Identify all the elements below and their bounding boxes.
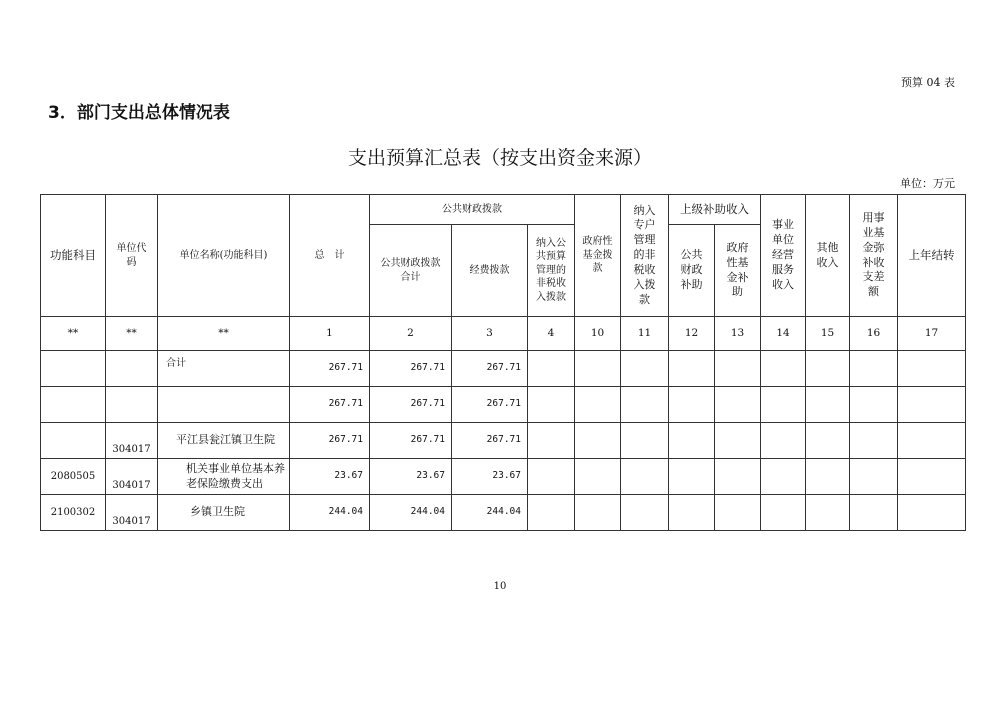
operating-cell: 267.71 <box>452 387 528 423</box>
col-gov-fund: 政府性基金拨款 <box>575 195 621 317</box>
empty-cell <box>898 495 966 531</box>
unit-label: 单位：万元 <box>900 177 955 190</box>
form-code: 预算 04 表 <box>901 76 955 89</box>
budget-summary-table <box>40 194 966 531</box>
empty-cell <box>575 423 621 459</box>
col-other-income: 其他收入 <box>806 195 850 317</box>
operating-cell: 244.04 <box>452 495 528 531</box>
col-unit-name: 单位名称(功能科目) <box>158 195 290 317</box>
section-heading: 3．部门支出总体情况表 <box>48 103 230 123</box>
col-special-nontax: 纳入专户管理的非税收入拨款 <box>621 195 669 317</box>
empty-cell <box>669 387 715 423</box>
index-cell: 12 <box>669 317 715 351</box>
empty-cell <box>575 387 621 423</box>
empty-cell <box>806 423 850 459</box>
index-cell: ** <box>41 317 106 351</box>
empty-cell <box>669 495 715 531</box>
empty-cell <box>715 351 761 387</box>
index-cell: 11 <box>621 317 669 351</box>
index-cell: 15 <box>806 317 850 351</box>
col-business-income: 事业单位经营服务收入 <box>761 195 806 317</box>
empty-cell <box>715 495 761 531</box>
empty-cell <box>761 495 806 531</box>
empty-cell <box>806 459 850 495</box>
empty-cell <box>850 495 898 531</box>
empty-cell <box>898 351 966 387</box>
func-code-cell: 2100302 <box>41 495 106 531</box>
empty-cell <box>575 495 621 531</box>
col-carryover: 上年结转 <box>898 195 966 317</box>
index-cell: 1 <box>290 317 370 351</box>
index-cell: 10 <box>575 317 621 351</box>
empty-cell <box>898 387 966 423</box>
header-row-top <box>41 195 966 225</box>
empty-cell <box>621 423 669 459</box>
table-row <box>41 351 966 387</box>
unit-code-cell: 304017 <box>106 423 158 459</box>
empty-cell <box>850 351 898 387</box>
unit-name-cell <box>158 387 290 423</box>
empty-cell <box>575 351 621 387</box>
empty-cell <box>898 423 966 459</box>
empty-cell <box>669 459 715 495</box>
index-cell: 16 <box>850 317 898 351</box>
empty-cell <box>621 459 669 495</box>
public-total-cell: 267.71 <box>370 423 452 459</box>
col-operating-funds: 经费拨款 <box>452 225 528 317</box>
col-total: 总 计 <box>290 195 370 317</box>
table-row <box>41 423 966 459</box>
empty-cell <box>761 459 806 495</box>
index-cell: ** <box>158 317 290 351</box>
unit-name-cell: 乡镇卫生院 <box>158 495 290 531</box>
empty-cell <box>575 459 621 495</box>
empty-cell <box>715 423 761 459</box>
index-cell: 3 <box>452 317 528 351</box>
operating-cell: 23.67 <box>452 459 528 495</box>
empty-cell <box>806 387 850 423</box>
unit-code-cell: 304017 <box>106 459 158 495</box>
unit-name-cell: 机关事业单位基本养老保险缴费支出 <box>158 459 290 495</box>
index-cell: ** <box>106 317 158 351</box>
col-func-subject: 功能科目 <box>41 195 106 317</box>
public-total-cell: 244.04 <box>370 495 452 531</box>
col-gov-fund-subsidy: 政府性基金补助 <box>715 225 761 317</box>
col-nontax-budget: 纳入公共预算管理的非税收入拨款 <box>528 225 575 317</box>
table-row <box>41 459 966 495</box>
unit-name-cell: 平江县瓮江镇卫生院 <box>158 423 290 459</box>
col-group-superior-subsidy: 上级补助收入 <box>669 195 761 225</box>
index-cell: 13 <box>715 317 761 351</box>
total-cell: 267.71 <box>290 387 370 423</box>
empty-cell <box>850 387 898 423</box>
empty-cell <box>669 423 715 459</box>
empty-cell <box>806 495 850 531</box>
operating-cell: 267.71 <box>452 423 528 459</box>
empty-cell <box>528 351 575 387</box>
empty-cell <box>898 459 966 495</box>
empty-cell <box>621 387 669 423</box>
col-public-fiscal-subsidy: 公共财政补助 <box>669 225 715 317</box>
col-group-public-fiscal: 公共财政拨款 <box>370 195 575 225</box>
public-total-cell: 23.67 <box>370 459 452 495</box>
empty-cell <box>528 459 575 495</box>
empty-cell <box>528 423 575 459</box>
col-public-fiscal-total: 公共财政拨款合计 <box>370 225 452 317</box>
empty-cell <box>761 423 806 459</box>
unit-code-cell <box>106 387 158 423</box>
operating-cell: 267.71 <box>452 351 528 387</box>
col-unit-code: 单位代码 <box>106 195 158 317</box>
empty-cell <box>761 351 806 387</box>
empty-cell <box>715 387 761 423</box>
func-code-cell: 2080505 <box>41 459 106 495</box>
empty-cell <box>621 351 669 387</box>
func-code-cell <box>41 423 106 459</box>
empty-cell <box>669 351 715 387</box>
index-cell: 17 <box>898 317 966 351</box>
public-total-cell: 267.71 <box>370 351 452 387</box>
table-row <box>41 495 966 531</box>
index-cell: 4 <box>528 317 575 351</box>
empty-cell <box>850 459 898 495</box>
func-code-cell <box>41 387 106 423</box>
index-row <box>41 317 966 351</box>
unit-name-cell: 合计 <box>158 351 290 387</box>
empty-cell <box>850 423 898 459</box>
total-cell: 267.71 <box>290 423 370 459</box>
table-title: 支出预算汇总表（按支出资金来源） <box>347 147 652 169</box>
total-cell: 23.67 <box>290 459 370 495</box>
index-cell: 2 <box>370 317 452 351</box>
total-cell: 267.71 <box>290 351 370 387</box>
empty-cell <box>715 459 761 495</box>
index-cell: 14 <box>761 317 806 351</box>
empty-cell <box>528 495 575 531</box>
page-number: 10 <box>493 581 507 592</box>
unit-code-cell: 304017 <box>106 495 158 531</box>
table-row <box>41 387 966 423</box>
empty-cell <box>761 387 806 423</box>
empty-cell <box>806 351 850 387</box>
public-total-cell: 267.71 <box>370 387 452 423</box>
col-fund-balance: 用事业基金弥补收支差额 <box>850 195 898 317</box>
empty-cell <box>528 387 575 423</box>
func-code-cell <box>41 351 106 387</box>
total-cell: 244.04 <box>290 495 370 531</box>
unit-code-cell <box>106 351 158 387</box>
empty-cell <box>621 495 669 531</box>
